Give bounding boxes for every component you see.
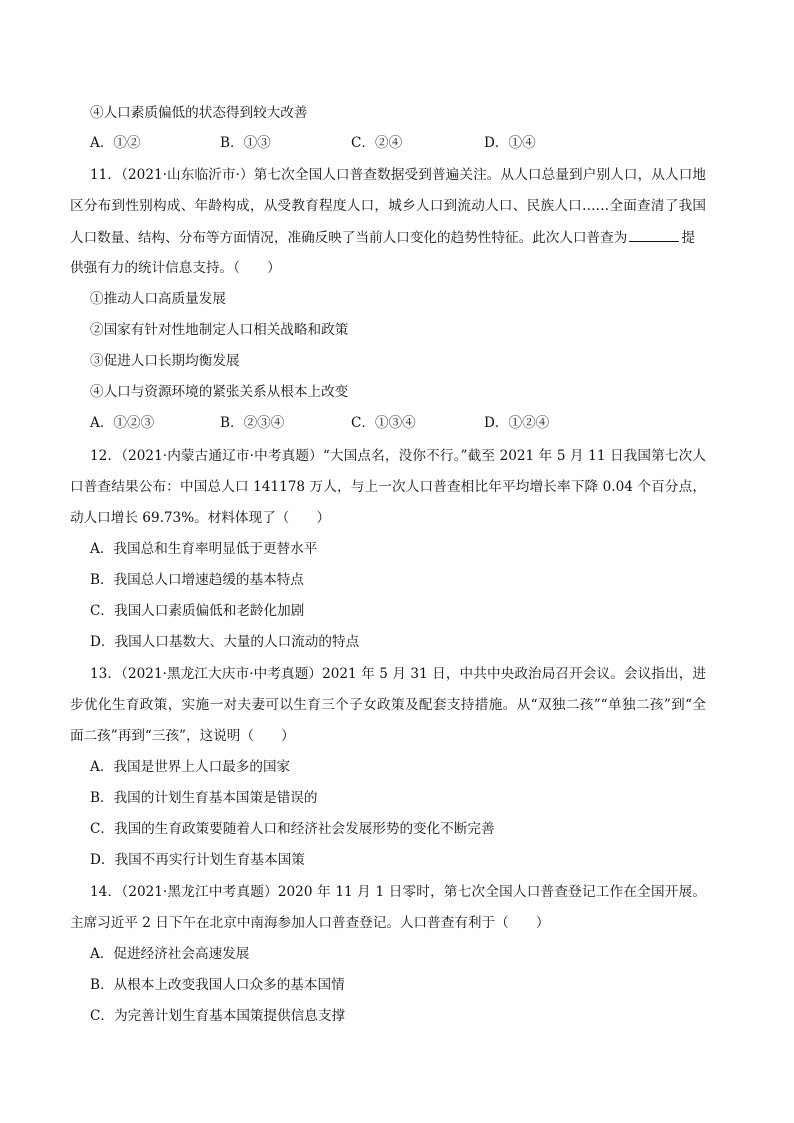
q13-option-d: D．我国不再实行计划生育基本国策 [90,852,305,868]
q12-stem-line-3: 动人口增长 69.73%。材料体现了（ ） [70,510,331,526]
q11-stem-line-3-text: 人口数量、结构、分布等方面情况，准确反映了当前人口变化的趋势性特征。此次人口普查为 [70,230,628,246]
statement-4: ④人口素质偏低的状态得到较大改善 [90,105,308,121]
q11-statement-2: ②国家有针对性地制定人口相关战略和政策 [90,322,349,338]
q12-option-c: C．我国人口素质偏低和老龄化加剧 [90,603,305,619]
option-c: C．②④ [351,135,403,151]
q13-stem-line-3: 面二孩”再到“三孩”，这说明（ ） [70,728,295,744]
option-d: D．①④ [484,135,536,151]
q11-stem-line-3 [70,227,706,247]
q12-option-a: A．我国总和生育率明显低于更替水平 [90,541,318,557]
q14-stem-line-2: 主席习近平 2 日下午在北京中南海参加人口普查登记。人口普查有利于（ ） [70,915,550,931]
q11-statement-4: ④人口与资源环境的紧张关系从根本上改变 [90,384,349,400]
q11-option-c: C．①③④ [351,415,416,431]
answer-blank [629,227,679,242]
q11-stem-line-4: 供强有力的统计信息支持。（ ） [70,260,281,276]
q11-stem-line-1: 11．（2021·山东临沂市·）第七次全国人口普查数据受到普遍关注。从人口总量到户别人口，从人口地 [90,167,706,183]
q11-option-d: D．①②④ [484,415,550,431]
q11-option-a: A．①②③ [90,415,155,431]
q11-option-b: B．②③④ [220,415,285,431]
q14-option-b: B．从根本上改变我国人口众多的基本国情 [90,977,345,993]
q13-option-b: B．我国的计划生育基本国策是错误的 [90,790,318,806]
option-b: B．①③ [220,135,271,151]
q11-statement-3: ③促进人口长期均衡发展 [90,353,240,369]
q14-option-c: C．为完善计划生育基本国策提供信息支撑 [90,1008,346,1024]
q12-stem-line-2: 口普查结果公布：中国总人口 141178 万人，与上一次人口普查相比年平均增长率下降 0.04 个百分点， [70,479,706,495]
q11-stem-line-3-tail: 提 [681,230,695,246]
q13-option-a: A．我国是世界上人口最多的国家 [90,759,291,775]
q14-option-a: A．促进经济社会高速发展 [90,946,250,962]
q11-stem-line-2: 区分布到性别构成、年龄构成，从受教育程度人口，城乡人口到流动人口、民族人口……全面查清了我国 [70,198,706,214]
q13-option-c: C．我国的生育政策要随着人口和经济社会发展形势的变化不断完善 [90,821,495,837]
q12-option-d: D．我国人口基数大、大量的人口流动的特点 [90,634,360,650]
q13-stem-line-1: 13．（2021·黑龙江大庆市·中考真题）2021 年 5 月 31 日，中共中央政治局召开会议。会议指出，进 [90,666,706,682]
q12-option-b: B．我国总人口增速趋缓的基本特点 [90,572,304,588]
q14-stem-line-1: 14．（2021·黑龙江中考真题）2020 年 11 月 1 日零时，第七次全国人口普查登记工作在全国开展。 [90,884,706,900]
q11-statement-1: ①推动人口高质量发展 [90,291,226,307]
option-a: A．①② [90,135,141,151]
q12-stem-line-1: 12．（2021·内蒙古通辽市·中考真题）“大国点名，没你不行。”截至 2021 年 5 月 11 日我国第七次人 [90,448,706,464]
q13-stem-line-2: 步优化生育政策，实施一对夫妻可以生育三个子女政策及配套支持措施。从“双独二孩”“单独二孩”到“全 [70,697,706,713]
